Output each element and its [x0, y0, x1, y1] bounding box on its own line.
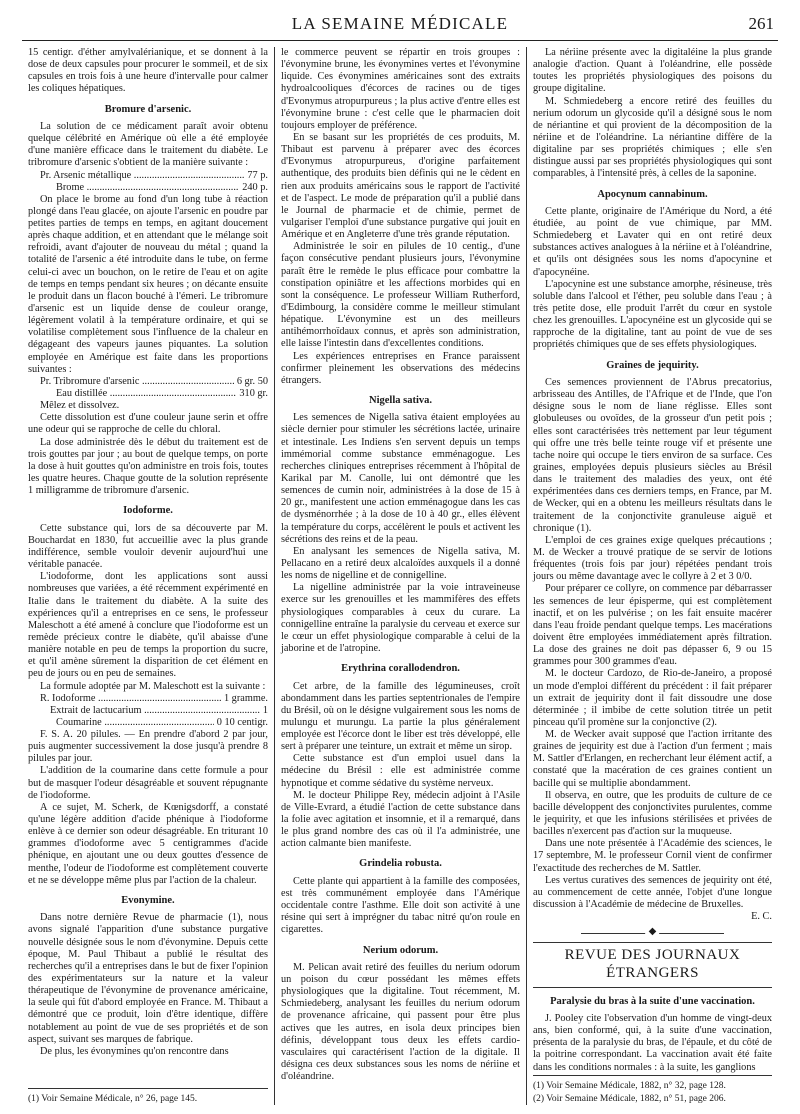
formula-line: Pr. Arsenic métallique ..... 77 p. [28, 170, 268, 182]
paragraph: Cette plante, originaire de l'Amérique du Nord, a été étudiée, au point de vue chimique, par MM. Schmiedeberg et Lavater qui en ont retiré deux substances actives analogues à la nériine et à l'oléandrine, et qu'ils ont désignées sous les noms d'apocynine et d'apocynéine. [533, 205, 772, 278]
section-heading: Erythrina corallodendron. [341, 663, 460, 675]
paragraph: On place le brome au fond d'un long tube à réaction plongé dans l'eau glacée, on ajoute l'arsenic en poudre par petites parties de temps en temps, en agitant doucement après chaque addition, et en attendant que le mélange soit refroidi, avant d'ajouter de nouveau du métal ; quand la totalité de l'arsenic a été introduite dans le tube, on ferme celui-ci avec un bouchon, on le retire de l'eau et on agite de temps en temps pendant six heures ; on décante ensuite le produit dans un flacon bouché à l'émeri. Le tribromure d'arsenic est un liquide dense de couleur orange, légèrement volatil à la température ordinaire, et qui se volatilise complètement sous l'influence de la chaleur en dégageant des vapeurs jaunes piquantes. La solution employée en Amérique est faite dans les proportions suivantes : [28, 193, 268, 375]
section-heading: Bromure d'arsenic. [104, 103, 192, 115]
formula-line: Coumarine ..... 0 10 centigr. [28, 717, 268, 729]
text-columns [22, 47, 778, 1105]
section-heading: Iodoforme. [123, 505, 173, 517]
paragraph: le commerce peuvent se répartir en trois groupes : l'évonymine brune, les évonymines vertes et l'évonymine liquide. Ces évonymines américaines sont des extraits hydroalcooliques d'écorces de racines ou de tiges d'Evonymus atropurpureus ; la plus active d'entre elles est l'évonymine brune : c'est celle que le pharmacien doit toujours employer de préférence. [281, 47, 520, 131]
author-signature: E. C. [751, 911, 772, 923]
footnote: (2) Voir Semaine Médicale, 1882, n° 51, page 206. [533, 1093, 726, 1104]
paragraph: Les semences de Nigella sativa étaient employées au siècle dernier pour stimuler les sécrétions lactée, urinaire et intestinale. Les Indiens s'en servent depuis un temps immémorial comme substance emménagogue. Les recherches cliniques entreprises récemment à l'hôpital de Karikal par M. Canolle, lui ont démontré que les semences de cumin noir, administrées à la dose de 15 à 20 gr., manifestent une action emménagogue dans les cas de dysménorrhée ; à la dose de 10 à 40 gr., elles élèvent la température du corps, accélèrent le pouls et activent les sécrétions des reins et de la peau. [281, 412, 520, 545]
paragraph: F. S. A. 20 pilules. — En prendre d'abord 2 par jour, puis augmenter successivement la dose jusqu'à prendre 8 pilules par jour. [28, 729, 268, 765]
paragraph: Cette substance est d'un emploi usuel dans la médecine du Brésil : elle est administrée comme hypnotique et comme sédative du système nerveux. [281, 753, 520, 789]
footnotes [533, 1075, 772, 1105]
paragraph: J. Pooley cite l'observation d'un homme de vingt-deux ans, bien conformé, qui, à la suite d'une vaccination, présenta de la paralysie du bras, de l'épaule, et du côté de la poitrine correspondant. La vaccination avait été faite dans les conditions normales : à la suite, les ganglions [533, 1013, 772, 1073]
footnote: (1) Voir Semaine Médicale, n° 26, page 145. [28, 1093, 198, 1104]
footnote: (1) Voir Semaine Médicale, 1882, n° 32, page 128. [533, 1081, 726, 1092]
paragraph: La dose administrée dès le début du traitement est de trois gouttes par jour ; au bout de quelque temps, on porte la dose à huit gouttes qu'on administre en trois fois, toutes les quatre heures. Chaque goutte de la solution représente 1 milligramme de tribromure d'arsenic. [28, 436, 268, 497]
formula-line: Eau distillée ..... 310 gr. [28, 388, 268, 400]
formula-line: Brome ..... 240 p. [28, 182, 268, 194]
paragraph: Cet arbre, de la famille des légumineuses, croît abondamment dans les parties septentrionales de l'empire du Brésil, où on le désigne vulgairement sous les noms de mulungu et murungu. La partie la plus généralement employée est l'écorce dont le liber est très développé, elle sert à préparer une teinture, un extrait et même un sirop. [281, 680, 520, 753]
paragraph: Il observa, en outre, que les produits de culture de ce bacille développent des conjonctivites purulentes, comme le jequirity, et que les infusions stérilisées et privées de bacilles n'exercent pas d'action sur la muqueuse. [533, 789, 772, 838]
section-heading: Graines de jequirity. [606, 359, 699, 371]
section-heading: Paralysie du bras à la suite d'une vaccination. [550, 995, 755, 1007]
formula-line: R. Iodoforme ..... 1 gramme. [28, 693, 268, 705]
page-header [22, 10, 778, 41]
section-title: REVUE DES JOURNAUX ÉTRANGERS [533, 942, 772, 987]
paragraph: Dans notre dernière Revue de pharmacie (1), nous avons signalé l'apparition d'une substance purgative nouvelle désignée sous le nom d'évonymine. Depuis cette époque, M. Paul Thibaut a publié le résultat des recherches qu'il a entreprises dans le but de fixer l'opinion des expérimentateurs sur la nature et la valeur thérapeutique de l'évonymine de provenance américaine, la seule qui fût d'abord employée en France. M. Thibaut a démontré que ce produit, loin d'être identique, diffère notablement au point de vue de ses propriétés et de son aspect, suivant ses marques de fabrique. [28, 912, 268, 1045]
paragraph: La formule adoptée par M. Maleschott est la suivante : [40, 680, 266, 692]
paragraph: En se basant sur les propriétés de ces produits, M. Thibaut est parvenu à préparer avec des écorces d'Evonymus atropurpureus, d'origine parfaitement authentique, des produits bien définis qui ne le cèdent en rien aux produits américains sous le rapport de l'activité et de l'aspect. Le mode de préparation qu'il a publié dans le Journal de pharmacie et de chimie, permet de vulgariser l'emploi d'une substance purgative qui jouit en Amérique et en Angleterre d'une très grande réputation. [281, 131, 520, 241]
paragraph: L'iodoforme, dont les applications sont aussi nombreuses que variées, a été récemment expérimenté en Italie dans le traitement du diabète. A la suite des expériences qu'il a entreprises en ce sens, le professeur Maleschott a été amené à conclure que l'iodoforme est un remède précieux contre le diabète, qu'il abaisse d'une manière notable en peu de temps la proportion du sucre, et qu'il amène sûrement la disparition de cet élément en peu de jours ou en peu de semaines. [28, 571, 268, 680]
paragraph: La solution de ce médicament paraît avoir obtenu quelque célébrité en Amérique où elle a été employée d'une manière efficace dans le traitement du diabète. Le tribromure d'arsenic s'obtient de la manière suivante : [28, 120, 268, 169]
paragraph: L'apocynine est une substance amorphe, résineuse, très soluble dans l'alcool et l'éther, peu soluble dans l'eau ; à très petite dose, elle produit l'arrêt du cœur en systole chez les grenouilles. L'apocynéine est un glycoside qui se rapproche de la digitaline, tant au point de vue de ses propriétés chimiques que de ses effets physiologiques. [533, 278, 772, 351]
section-separator [581, 933, 724, 934]
paragraph: Ces semences proviennent de l'Abrus precatorius, arbrisseau des Antilles, de l'Afrique et de l'Inde, que l'on désigne sous le nom de liane réglisse. Elles sont globuleuses ou ovoïdes, de la grosseur d'un petit pois ; elles sont caractérisées très nettement par leur tégument qui offre une très belle teinte rouge vif et présente une tache noire qui occupe le tiers environ de sa surface. Ces graines, employées depuis plusieurs siècles au Brésil dans le traitement des maladies des yeux, ont été expérimentées dans ces derniers temps, en France, par M. de Wecker, qui en a obtenu les meilleurs résultats dans le traitement de la conjonctivite granuleuse aiguë et chronique (1). [533, 376, 772, 534]
paragraph: M. de Wecker avait supposé que l'action irritante des graines de jequirity est due à l'action d'un ferment ; mais M. Sattler d'Erlangen, en recherchant leur élément actif, a constaté que la macération de ces graines contient un bacille qui se multiplie abondamment. [533, 729, 772, 789]
section-heading: Evonymine. [121, 894, 175, 906]
paragraph: La nériine présente avec la digitaléine la plus grande analogie d'action. Quant à l'oléandrine, elle possède toutes les propriétés physiologiques des poisons du groupe digitaline. [533, 47, 772, 95]
formula-instruction: Mêlez et dissolvez. [40, 400, 120, 412]
paragraph: Administrée le soir en pilules de 10 centig., d'une façon consécutive pendant plusieurs jours, l'évonymine paraît être le remède le plus efficace pour combattre la constipation opiniâtre et les affections morbides qui en sont la conséquence. Le professeur William Rutherford, d'Edimbourg, la considère comme le meilleur stimulant hépatique. L'évonymine est un des meilleurs antihémorrhoïdaux connus, et après son administration, elle laisse l'intestin dans d'excellentes conditions. [281, 241, 520, 350]
paragraph: Cette plante qui appartient à la famille des composées, est très communément employée dans l'Amérique occidentale contre l'asthme. Elle doit son activité à une résine qui sert à imprégner du tabac nitré qu'on roule en cigarettes. [281, 875, 520, 936]
paragraph: M. Pelican avait retiré des feuilles du nerium odorum un poison du cœur possédant les mêmes effets physiologiques que la digitaline. Tout récemment, M. Schmiedeberg, analysant les feuilles du nerium odorum de provenance africaine, qui passent pour être plus actives que les autres, en isola deux principes bien définis, développant tous deux les effets cardio-vasculaires qui caractérisent l'action de la digitale. Il désigna ces deux substances sous les noms de nériine et d'oléandrine. [281, 961, 520, 1083]
paragraph: M. le docteur Cardozo, de Rio-de-Janeiro, a proposé un mode d'emploi différent du précédent : il fait préparer un extrait de jequirity dont il fait dissoudre une dose déterminée ; il imbibe de cette solution titrée un petit pinceau qu'il promène sur la conjonctive (2). [533, 668, 772, 728]
column-2 [274, 47, 526, 1105]
paragraph: Cette dissolution est d'une couleur jaune serin et offre une odeur qui se rapproche de celle du chloral. [28, 412, 268, 436]
column-3 [526, 47, 778, 1105]
paragraph: De plus, les évonymines qu'on rencontre dans [40, 1045, 229, 1057]
paragraph: Pour préparer ce collyre, on commence par débarrasser les semences de leur épisperme, qui est complètement inactif, et on les pulvérise ; on les fait ensuite macérer dans l'eau froide pendant quelque temps. Les macérations doivent être employées immédiatement après filtration. La dose des graines ne doit pas dépasser 6, 9 ou 15 grammes pour 300 grammes d'eau. [533, 583, 772, 668]
paragraph: Cette substance qui, lors de sa découverte par M. Bouchardat en 1830, fut accueillie avec la plus grande indifférence, semble vouloir devenir aujourd'hui une véritable panacée. [28, 522, 268, 571]
formula-line: Pr. Tribromure d'arsenic ..... 6 gr. 50 [28, 376, 268, 388]
paragraph: Les expériences entreprises en France paraissent confirmer pleinement les observations des médecins étrangers. [281, 350, 520, 386]
paragraph: Dans une note présentée à l'Académie des sciences, le 17 septembre, M. le professeur Cornil vient de confirmer l'exactitude des recherches de M. Sattler. [533, 838, 772, 874]
paragraph: L'emploi de ces graines exige quelques précautions ; M. de Wecker a trouvé pratique de se servir de lotions fréquentes (trois fois par jour) répétées pendant trois jours ou même davantage avec le collyre à 2 et 3 0/0. [533, 534, 772, 583]
paragraph: A ce sujet, M. Scherk, de Kœnigsdorff, a constaté qu'une légère addition d'acide phénique à l'iodoforme enlève à ce dernier son odeur désagréable. En triturant 10 grammes d'iodoforme avec 5 centigrammes d'acide phénique, en ajoutant une ou deux gouttes d'essence de menthe, l'odeur de l'iodoforme est complètement couverte et ne se développe même plus par l'action de la chaleur. [28, 801, 268, 886]
formula-line: Extrait de lactucarium ..... 1 [28, 705, 268, 717]
section-heading: Apocynum cannabinum. [597, 188, 708, 200]
paragraph: M. le docteur Philippe Rey, médecin adjoint à l'Asile de Ville-Evrard, a étudié l'action de cette substance dans la folie avec agitation et insomnie, et il a remarqué, dans le plus grand nombre des cas où il l'a administrée, une action calmante bien manifeste. [281, 789, 520, 850]
section-heading: Nigella sativa. [369, 394, 432, 406]
paragraph: La nigelline administrée par la voie intraveineuse exerce sur les grenouilles et les mammifères des effets physiologiques comparables à ceux du curare. La connigelline entraîne la paralysie du cerveau et exerce sur le cœur un effet physiologique comparable à celui de la jaborine et de l'atropine. [281, 582, 520, 654]
footnotes [28, 1088, 268, 1105]
paragraph: 15 centigr. d'éther amylvalérianique, et se donnent à la dose de deux capsules pour procurer le sommeil, et de six capsules en trois fois à une heure d'intervalle pour calmer les coliques hépatiques. [28, 47, 268, 95]
paragraph: M. Schmiedeberg a encore retiré des feuilles du nerium odorum un glycoside qu'il a désigné sous le nom de nériantine et qui provient de la décomposition de la nériine et de l'oléandrine. La nériantine diffère de la digitaline par ses propriétés chimiques ; elle s'en distingue aussi par ses propriétés physiologiques qui sont comparables, à l'intensité près, à celles de la saponine. [533, 95, 772, 180]
paragraph: Les vertus curatives des semences de jequirity ont été, au commencement de cette année, l'objet d'une longue discussion à l'Académie de médecine de Bruxelles. [533, 874, 772, 911]
column-1 [22, 47, 274, 1105]
journal-title: LA SEMAINE MÉDICALE [291, 14, 509, 33]
section-heading: Grindelia robusta. [359, 858, 442, 870]
section-heading: Nerium odorum. [362, 944, 439, 956]
page-number: 261 [748, 14, 774, 33]
paragraph: En analysant les semences de Nigella sativa, M. Pellacano en a retiré deux alcaloïdes auxquels il a donné les noms de nigelline et de connigelline. [281, 545, 520, 582]
paragraph: L'addition de la coumarine dans cette formule a pour but de masquer l'odeur désagréable et souvent répugnante de l'iodoforme. [28, 765, 268, 801]
